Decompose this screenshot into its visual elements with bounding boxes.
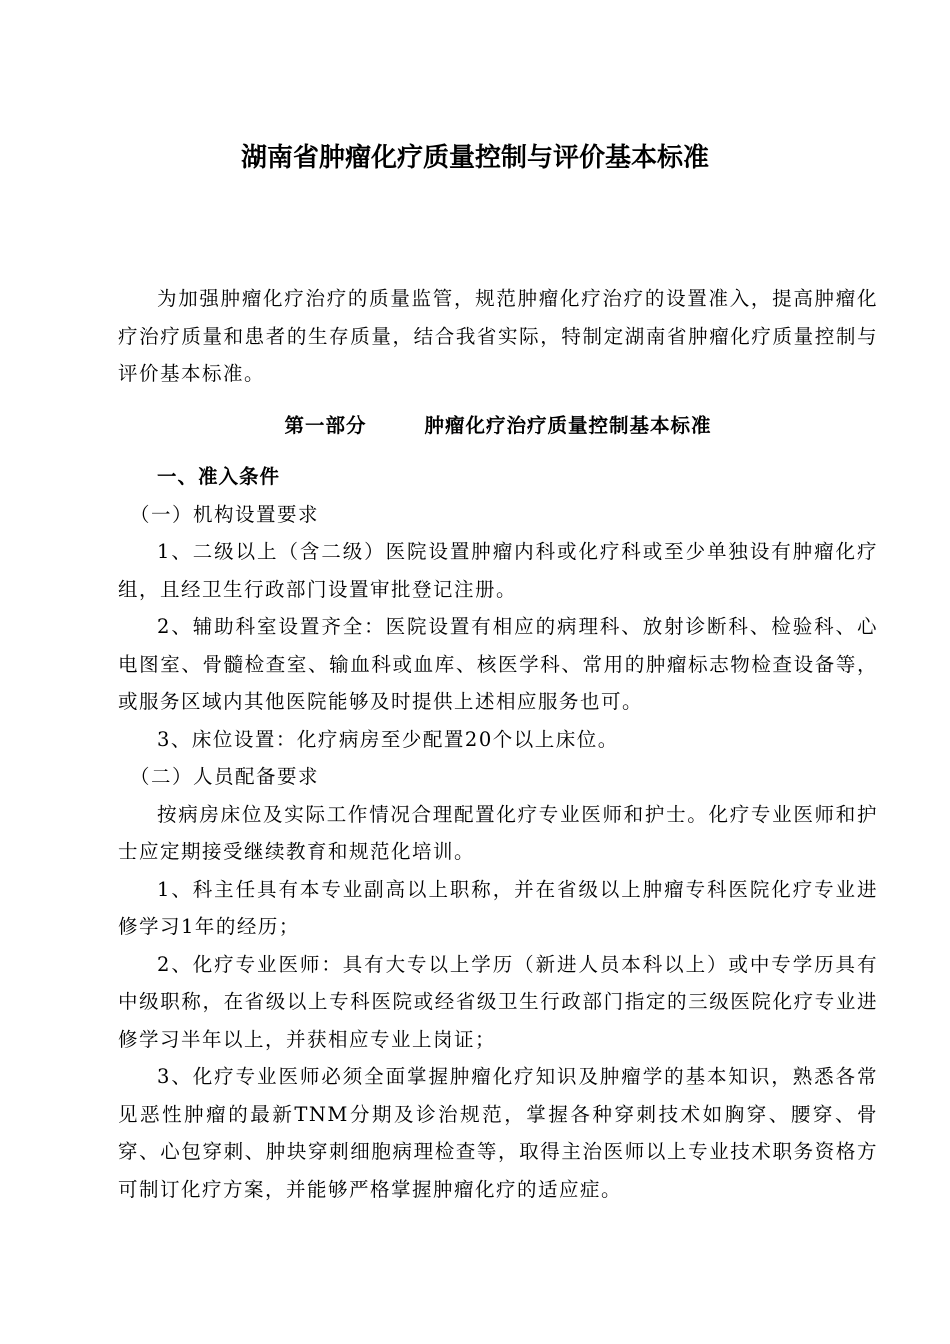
list-item: 3、化疗专业医师必须全面掌握肿瘤化疗知识及肿瘤学的基本知识，熟悉各常见恶性肿瘤的最新TNM分期及诊治规范，掌握各种穿刺技术如胸穿、腰穿、骨穿、心包穿刺、肿块穿刺细胞病理检查等，取得主治医师以上专业技术职务资格方可制订化疗方案，并能够严格掌握肿瘤化疗的适应症。: [118, 1065, 878, 1201]
part-heading: [118, 393, 878, 459]
staff-intro-paragraph: 按病房床位及实际工作情况合理配置化疗专业医师和护士。化疗专业医师和护士应定期接受继续教育和规范化培训。: [118, 802, 878, 863]
list-item: 3、床位设置：化疗病房至少配置20个以上床位。: [157, 727, 619, 751]
document-title: 湖南省肿瘤化疗质量控制与评价基本标准: [240, 143, 709, 173]
list-item: 1、二级以上（含二级）医院设置肿瘤内科或化疗科或至少单独设有肿瘤化疗组，且经卫生行政部门设置审批登记注册。: [118, 540, 878, 601]
list-item: 2、辅助科室设置齐全：医院设置有相应的病理科、放射诊断科、检验科、心电图室、骨髓检查室、输血科或血库、核医学科、常用的肿瘤标志物检查设备等，或服务区域内其他医院能够及时提供上述相应服务也可。: [118, 615, 878, 713]
list-item: 1、科主任具有本专业副高以上职称，并在省级以上肿瘤专科医院化疗专业进修学习1年的经历；: [118, 877, 878, 938]
section-heading: 一、准入条件: [157, 465, 281, 488]
list-item: 2、化疗专业医师：具有大专以上学历（新进人员本科以上）或中专学历具有中级职称，在省级以上专科医院或经省级卫生行政部门指定的三级医院化疗专业进修学习半年以上，并获相应专业上岗证；: [118, 952, 878, 1051]
part-label: 第一部分: [284, 413, 367, 437]
part-title: 肿瘤化疗治疗质量控制基本标准: [424, 413, 712, 437]
subsection-heading-staff: （二）人员配备要求: [130, 765, 320, 788]
subsection-heading-institution: （一）机构设置要求: [130, 502, 320, 526]
intro-paragraph: 为加强肿瘤化疗治疗的质量监管，规范肿瘤化疗治疗的设置准入，提高肿瘤化疗治疗质量和患者的生存质量，结合我省实际，特制定湖南省肿瘤化疗质量控制与评价基本标准。: [118, 287, 878, 385]
document-body: [118, 280, 878, 1208]
